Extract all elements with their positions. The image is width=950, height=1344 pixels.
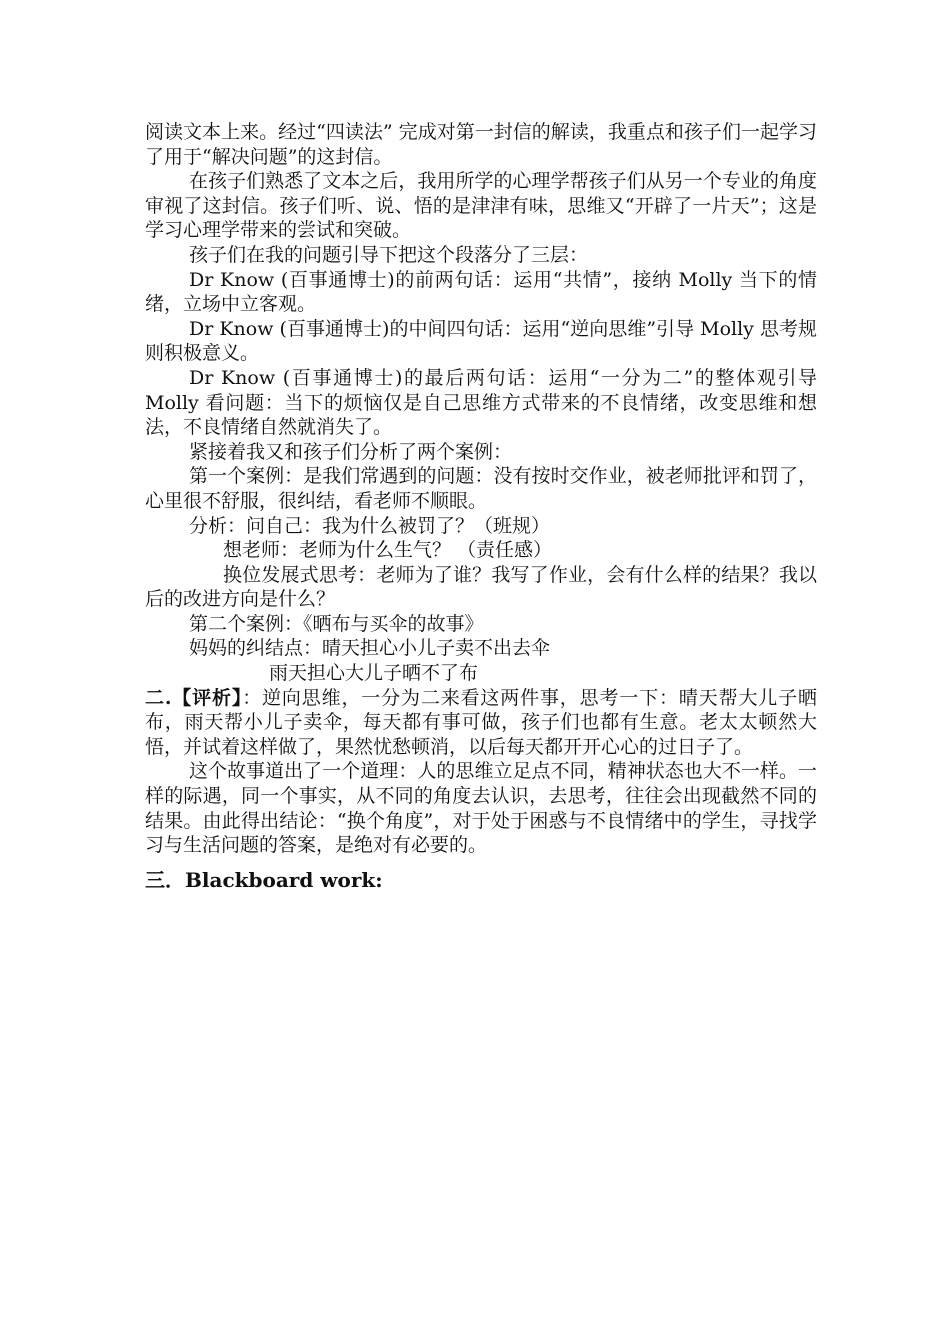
- paragraph-psychology: 在孩子们熟悉了文本之后，我用所学的心理学帮孩子们从另一个专业的角度审视了这封信。孩子们听、说、悟的是津津有味，思维又“开辟了一片天”；这是学习心理学带来的尝试和突破。: [145, 170, 817, 242]
- paragraph-three-layers: 孩子们在我的问题引导下把这个段落分了三层：: [189, 243, 589, 266]
- review-label: 二.【评析】: [145, 686, 243, 709]
- section-heading-blackboard: 三．Blackboard work:: [145, 867, 383, 892]
- review-text: ：逆向思维，一分为二来看这两件事，思考一下：晴天帮大儿子晒布，雨天帮小儿子卖伞，每天都有事可做，孩子们也都有生意。老太太顿然大悟，并试着这样做了，果然忧愁顿消，以后每天都开开心心的过日子了。: [145, 686, 817, 758]
- paragraph-rainy-day: 雨天担心大儿子晒不了布: [269, 662, 479, 685]
- paragraph-two-cases: 紧接着我又和孩子们分析了两个案例：: [189, 440, 513, 463]
- paragraph-think-teacher: 想老师：老师为什么生气？ （责任感）: [223, 539, 553, 562]
- document-body: [145, 120, 817, 892]
- paragraph-perspective: 换位发展式思考：老师为了谁？我写了作业，会有什么样的结果？我以后的改进方向是什么？: [145, 563, 817, 611]
- paragraph-analysis: 分析：问自己：我为什么被罚了？（班规）: [189, 514, 551, 537]
- paragraph-case-1: 第一个案例：是我们常遇到的问题：没有按时交作业，被老师批评和罚了，心里很不舒服，很纠结，看老师不顺眼。: [145, 465, 817, 512]
- paragraph-conclusion: 这个故事道出了一个道理：人的思维立足点不同，精神状态也大不一样。一样的际遇，同一个事实，从不同的角度去认识，去思考，往往会出现截然不同的结果。由此得出结论：“换个角度”，对于处于困惑与不良情绪中的学生，寻找学习与生活问题的答案，是绝对有必要的。: [145, 760, 817, 857]
- paragraph-intro: 阅读文本上来。经过“四读法” 完成对第一封信的解读，我重点和孩子们一起学习了用于“解决问题”的这封信。: [145, 121, 817, 168]
- paragraph-layer-3: Dr Know (百事通博士)的最后两句话：运用“一分为二”的整体观引导 Molly 看问题：当下的烦恼仅是自己思维方式带来的不良情绪，改变思维和想法，不良情绪自然就消失了。: [145, 366, 817, 439]
- paragraph-layer-1: Dr Know (百事通博士)的前两句话：运用“共情”，接纳 Molly 当下的情绪，立场中立客观。: [145, 268, 817, 316]
- paragraph-review: [145, 686, 817, 760]
- paragraph-layer-2: Dr Know (百事通博士)的中间四句话：运用“逆向思维”引导 Molly 思考规则积极意义。: [145, 317, 817, 365]
- paragraph-mother-worry: 妈妈的纠结点：晴天担心小儿子卖不出去伞: [189, 637, 551, 660]
- paragraph-case-2: 第二个案例：《晒布与买伞的故事》: [189, 612, 484, 635]
